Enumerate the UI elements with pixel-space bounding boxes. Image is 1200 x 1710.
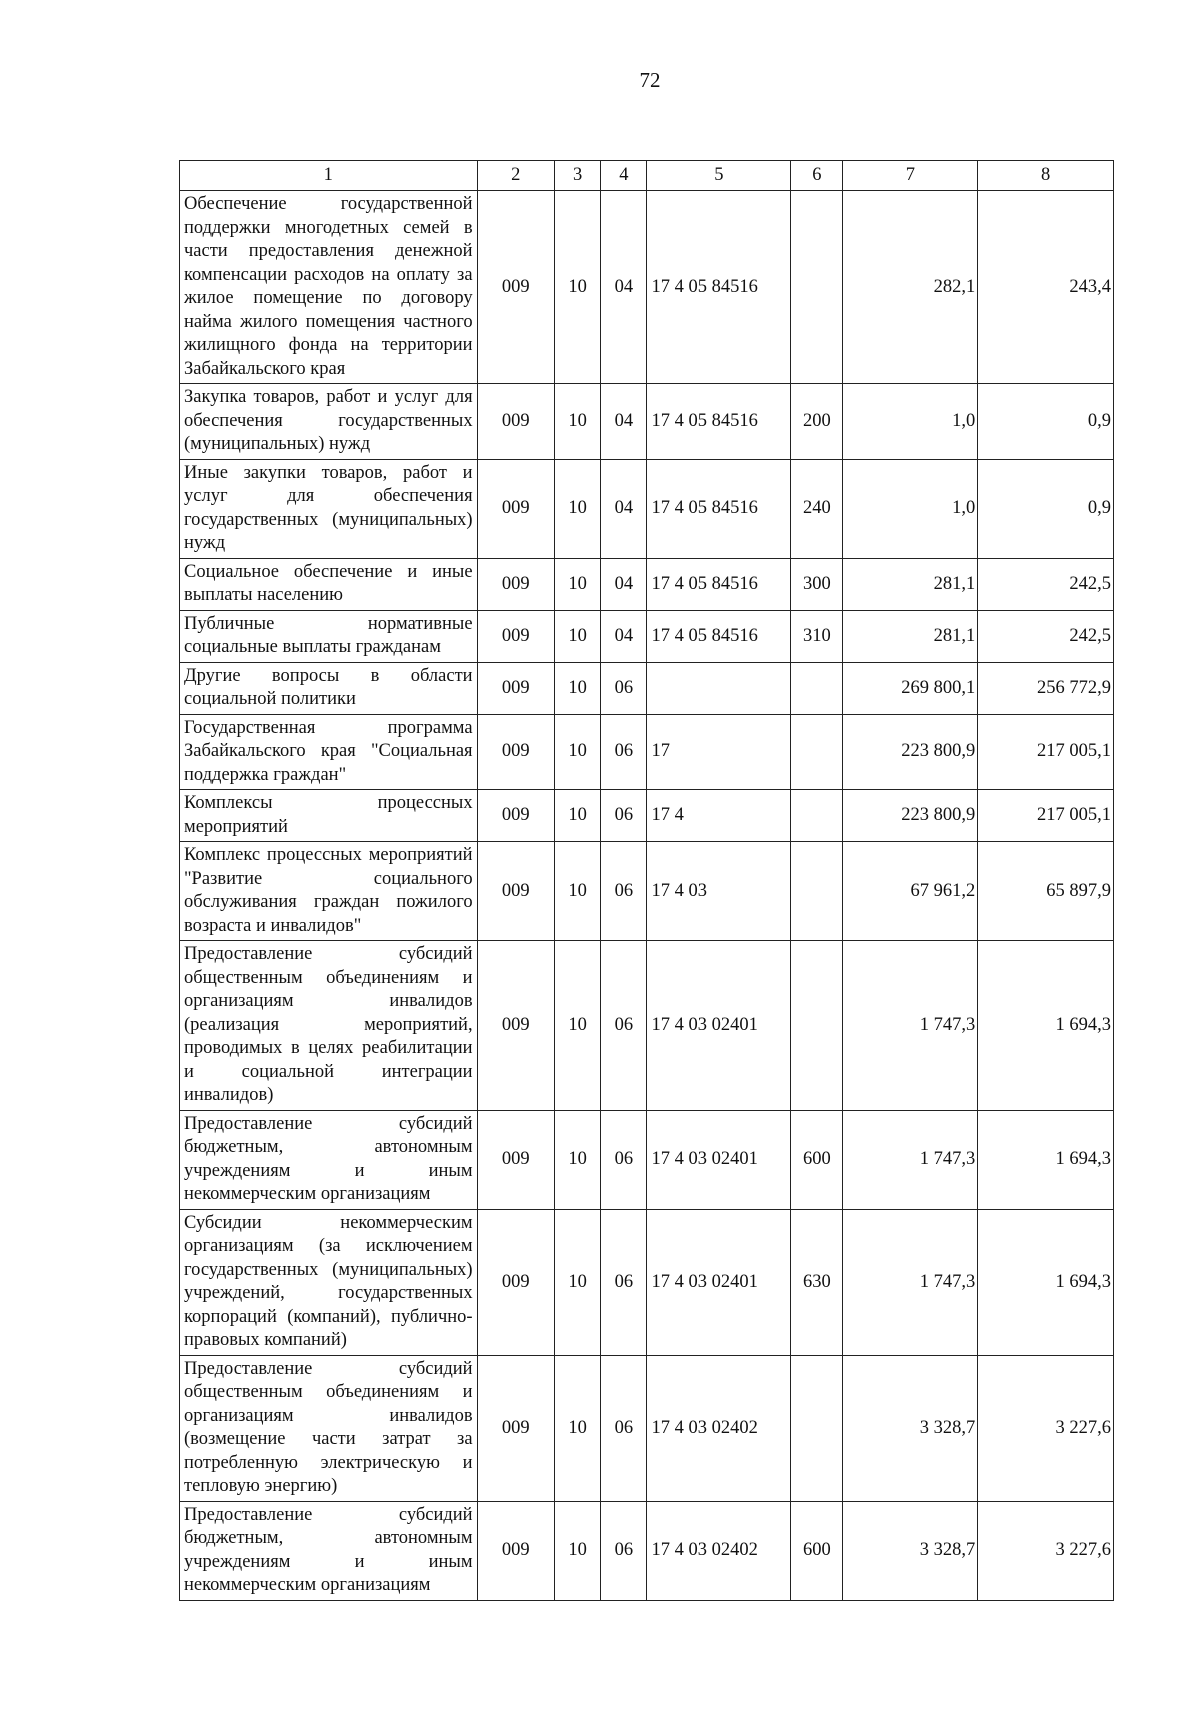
amount-col8-cell: 0,9	[978, 384, 1114, 460]
expense-type-cell	[791, 790, 843, 842]
table-row	[180, 1501, 1114, 1600]
target-article-cell: 17 4 03 02402	[647, 1355, 791, 1501]
target-article-cell: 17 4 03 02401	[647, 941, 791, 1111]
row-name-cell: Закупка товаров, работ и услуг для обеспечения государственных (муниципальных) нужд	[180, 384, 478, 460]
amount-col8-cell: 0,9	[978, 459, 1114, 558]
target-article-cell: 17 4 05 84516	[647, 384, 791, 460]
table-row	[180, 558, 1114, 610]
header-row	[180, 161, 1114, 191]
amount-col7-cell: 269 800,1	[843, 662, 978, 714]
amount-col8-cell: 1 694,3	[978, 1209, 1114, 1355]
ved-code-cell: 009	[477, 941, 554, 1111]
amount-col7-cell: 1 747,3	[843, 941, 978, 1111]
row-name-cell: Комплексы процессных мероприятий	[180, 790, 478, 842]
amount-col8-cell: 65 897,9	[978, 842, 1114, 941]
section-code-cell: 10	[554, 1501, 600, 1600]
ved-code-cell: 009	[477, 1110, 554, 1209]
amount-col8-cell: 1 694,3	[978, 941, 1114, 1111]
amount-col8-cell: 256 772,9	[978, 662, 1114, 714]
amount-col7-cell: 281,1	[843, 610, 978, 662]
table-row	[180, 384, 1114, 460]
section-code-cell: 10	[554, 714, 600, 790]
amount-col8-cell: 3 227,6	[978, 1355, 1114, 1501]
ved-code-cell: 009	[477, 610, 554, 662]
section-code-cell: 10	[554, 790, 600, 842]
ved-code-cell: 009	[477, 459, 554, 558]
table-row	[180, 1209, 1114, 1355]
column-header: 1	[180, 161, 478, 191]
subsection-code-cell: 06	[601, 842, 647, 941]
expense-type-cell: 310	[791, 610, 843, 662]
section-code-cell: 10	[554, 842, 600, 941]
ved-code-cell: 009	[477, 1501, 554, 1600]
subsection-code-cell: 06	[601, 714, 647, 790]
section-code-cell: 10	[554, 941, 600, 1111]
amount-col8-cell: 242,5	[978, 610, 1114, 662]
ved-code-cell: 009	[477, 191, 554, 384]
column-header: 3	[554, 161, 600, 191]
amount-col7-cell: 223 800,9	[843, 790, 978, 842]
expense-type-cell	[791, 941, 843, 1111]
section-code-cell: 10	[554, 1110, 600, 1209]
ved-code-cell: 009	[477, 384, 554, 460]
target-article-cell: 17 4 05 84516	[647, 191, 791, 384]
ved-code-cell: 009	[477, 790, 554, 842]
expense-type-cell	[791, 714, 843, 790]
section-code-cell: 10	[554, 610, 600, 662]
row-name-cell: Комплекс процессных мероприятий "Развитие социального обслуживания граждан пожилого возраста и инвалидов"	[180, 842, 478, 941]
row-name-cell: Публичные нормативные социальные выплаты гражданам	[180, 610, 478, 662]
target-article-cell: 17 4 05 84516	[647, 558, 791, 610]
row-name-cell: Социальное обеспечение и иные выплаты населению	[180, 558, 478, 610]
column-header: 7	[843, 161, 978, 191]
expense-type-cell: 200	[791, 384, 843, 460]
expense-type-cell: 600	[791, 1110, 843, 1209]
target-article-cell: 17	[647, 714, 791, 790]
row-name-cell: Обеспечение государственной поддержки многодетных семей в части предоставления денежной компенсации расходов на оплату за жилое помещение по договору найма жилого помещения частного жилищного фонда на территории Забайкальского края	[180, 191, 478, 384]
column-header: 6	[791, 161, 843, 191]
column-header: 8	[978, 161, 1114, 191]
amount-col7-cell: 3 328,7	[843, 1501, 978, 1600]
table-row	[180, 790, 1114, 842]
ved-code-cell: 009	[477, 1209, 554, 1355]
expense-type-cell	[791, 1355, 843, 1501]
amount-col8-cell: 3 227,6	[978, 1501, 1114, 1600]
table-row	[180, 842, 1114, 941]
table-row	[180, 714, 1114, 790]
target-article-cell	[647, 662, 791, 714]
subsection-code-cell: 04	[601, 384, 647, 460]
row-name-cell: Предоставление субсидий бюджетным, автономным учреждениям и иным некоммерческим организациям	[180, 1501, 478, 1600]
subsection-code-cell: 06	[601, 1110, 647, 1209]
row-name-cell: Иные закупки товаров, работ и услуг для обеспечения государственных (муниципальных) нужд	[180, 459, 478, 558]
subsection-code-cell: 06	[601, 790, 647, 842]
column-header: 5	[647, 161, 791, 191]
amount-col8-cell: 217 005,1	[978, 714, 1114, 790]
amount-col7-cell: 1,0	[843, 384, 978, 460]
section-code-cell: 10	[554, 558, 600, 610]
ved-code-cell: 009	[477, 842, 554, 941]
expense-type-cell: 240	[791, 459, 843, 558]
section-code-cell: 10	[554, 191, 600, 384]
budget-table	[179, 160, 1114, 1601]
amount-col7-cell: 1 747,3	[843, 1209, 978, 1355]
subsection-code-cell: 04	[601, 610, 647, 662]
amount-col7-cell: 281,1	[843, 558, 978, 610]
subsection-code-cell: 06	[601, 662, 647, 714]
subsection-code-cell: 06	[601, 1355, 647, 1501]
target-article-cell: 17 4 05 84516	[647, 459, 791, 558]
row-name-cell: Предоставление субсидий бюджетным, автономным учреждениям и иным некоммерческим организациям	[180, 1110, 478, 1209]
amount-col7-cell: 223 800,9	[843, 714, 978, 790]
table-row	[180, 941, 1114, 1111]
subsection-code-cell: 04	[601, 191, 647, 384]
expense-type-cell	[791, 842, 843, 941]
page-number: 72	[639, 68, 661, 92]
table-row	[180, 1110, 1114, 1209]
target-article-cell: 17 4 03	[647, 842, 791, 941]
subsection-code-cell: 06	[601, 1501, 647, 1600]
section-code-cell: 10	[554, 662, 600, 714]
subsection-code-cell: 04	[601, 558, 647, 610]
amount-col7-cell: 1 747,3	[843, 1110, 978, 1209]
section-code-cell: 10	[554, 459, 600, 558]
row-name-cell: Субсидии некоммерческим организациям (за исключением государственных (муниципальных) учреждений, государственных корпораций (компаний), публично-правовых компаний)	[180, 1209, 478, 1355]
target-article-cell: 17 4 03 02401	[647, 1209, 791, 1355]
row-name-cell: Другие вопросы в области социальной политики	[180, 662, 478, 714]
expense-type-cell: 630	[791, 1209, 843, 1355]
row-name-cell: Государственная программа Забайкальского края "Социальная поддержка граждан"	[180, 714, 478, 790]
table-row	[180, 459, 1114, 558]
target-article-cell: 17 4 03 02402	[647, 1501, 791, 1600]
amount-col7-cell: 3 328,7	[843, 1355, 978, 1501]
subsection-code-cell: 04	[601, 459, 647, 558]
amount-col8-cell: 243,4	[978, 191, 1114, 384]
row-name-cell: Предоставление субсидий общественным объединениям и организациям инвалидов (возмещение части затрат за потребленную электрическую и тепловую энергию)	[180, 1355, 478, 1501]
ved-code-cell: 009	[477, 558, 554, 610]
section-code-cell: 10	[554, 1355, 600, 1501]
table-row	[180, 662, 1114, 714]
amount-col7-cell: 1,0	[843, 459, 978, 558]
column-header: 2	[477, 161, 554, 191]
expense-type-cell: 300	[791, 558, 843, 610]
amount-col8-cell: 217 005,1	[978, 790, 1114, 842]
ved-code-cell: 009	[477, 714, 554, 790]
table-row	[180, 1355, 1114, 1501]
amount-col7-cell: 67 961,2	[843, 842, 978, 941]
row-name-cell: Предоставление субсидий общественным объединениям и организациям инвалидов (реализация мероприятий, проводимых в целях реабилитации и социальной интеграции инвалидов)	[180, 941, 478, 1111]
amount-col7-cell: 282,1	[843, 191, 978, 384]
expense-type-cell: 600	[791, 1501, 843, 1600]
ved-code-cell: 009	[477, 662, 554, 714]
subsection-code-cell: 06	[601, 941, 647, 1111]
section-code-cell: 10	[554, 1209, 600, 1355]
ved-code-cell: 009	[477, 1355, 554, 1501]
section-code-cell: 10	[554, 384, 600, 460]
table-row	[180, 191, 1114, 384]
target-article-cell: 17 4 03 02401	[647, 1110, 791, 1209]
expense-type-cell	[791, 662, 843, 714]
target-article-cell: 17 4 05 84516	[647, 610, 791, 662]
target-article-cell: 17 4	[647, 790, 791, 842]
amount-col8-cell: 1 694,3	[978, 1110, 1114, 1209]
amount-col8-cell: 242,5	[978, 558, 1114, 610]
expense-type-cell	[791, 191, 843, 384]
column-header: 4	[601, 161, 647, 191]
subsection-code-cell: 06	[601, 1209, 647, 1355]
table-row	[180, 610, 1114, 662]
